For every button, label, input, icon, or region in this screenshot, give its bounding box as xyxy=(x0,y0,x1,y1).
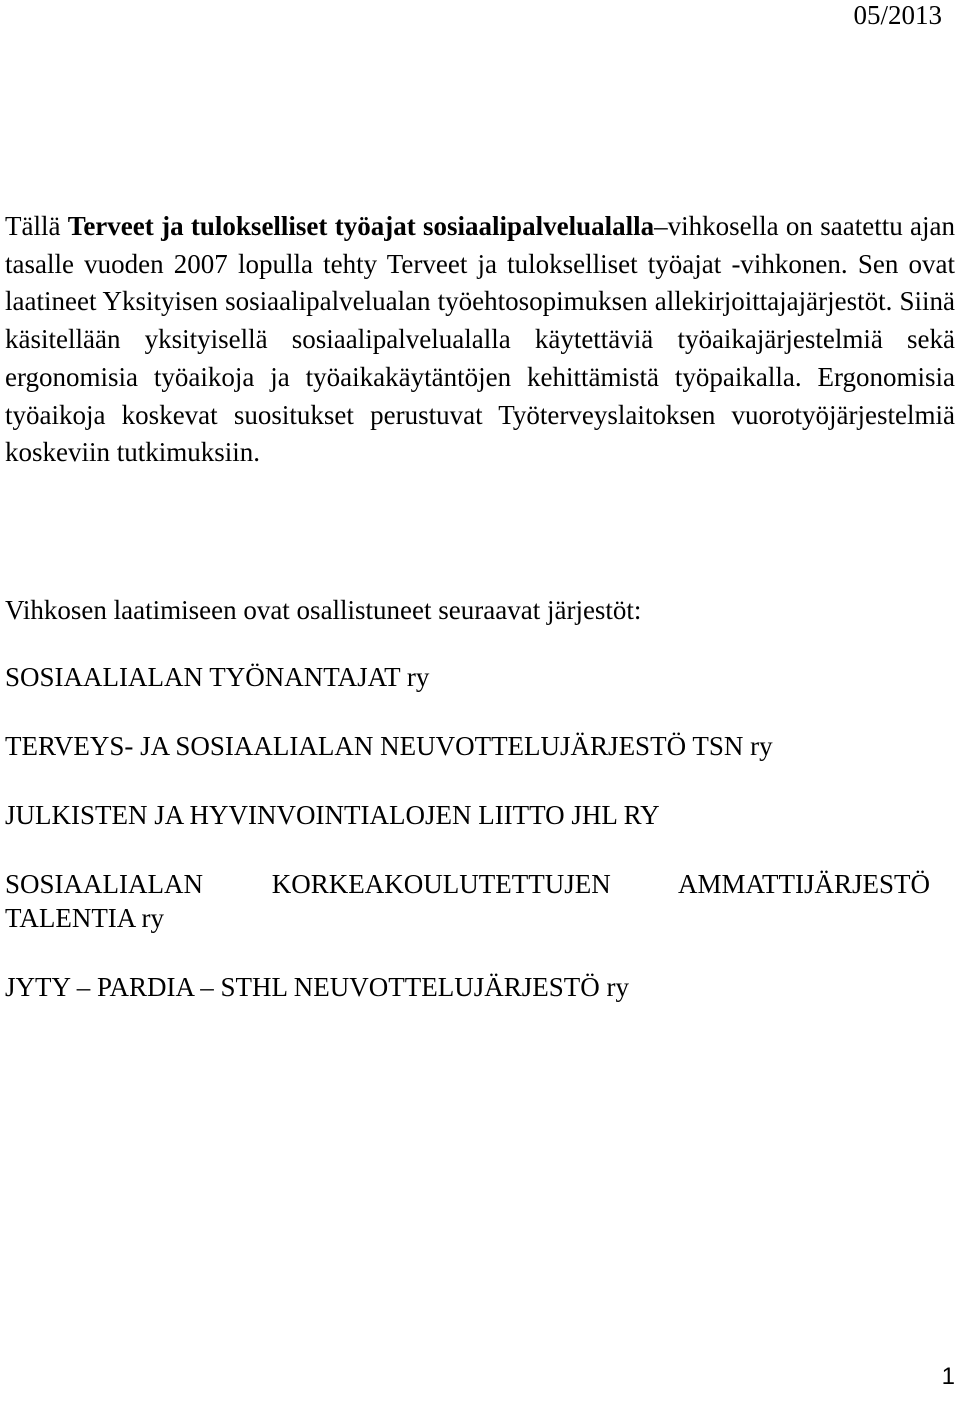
organization-name-continued: TALENTIA ry xyxy=(5,903,165,933)
organization-name: SOSIAALIALAN TYÖNANTAJAT ry xyxy=(5,662,430,692)
organization-item xyxy=(5,867,930,936)
page-number: 1 xyxy=(941,1363,955,1390)
organization-item xyxy=(5,660,955,695)
organization-item xyxy=(5,798,955,833)
organization-name: TERVEYS- JA SOSIAALIALAN NEUVOTTELUJÄRJESTÖ TSN ry xyxy=(5,731,773,761)
organization-item xyxy=(5,729,955,764)
intro-text: –vihkosella on saatettu ajan tasalle vuoden 2007 lopulla tehty Terveet ja tulokselliset työajat -vihkonen. Sen ovat laatineet Yksityisen sosiaalipalvelualan työehtosopimuksen allekirjoittajajärjestöt. Siinä käsitellään yksityisellä sosiaalipalvelualalla käytettäviä työaikajärjestelmiä sekä ergonomisia työaikoja ja työaikakäytäntöjen kehittämistä työpaikalla. Ergonomisia työaikoja koskevat suositukset perustuvat Työterveyslaitoksen vuorotyöjärjestelmiä koskeviin tutkimuksiin. xyxy=(5,211,955,468)
organization-name: SOSIAALIALAN KORKEAKOULUTETTUJEN AMMATTIJÄRJESTÖ xyxy=(5,869,930,899)
organizations-lead: Vihkosen laatimiseen ovat osallistuneet seuraavat järjestöt: xyxy=(5,595,642,625)
organization-name: JYTY – PARDIA – STHL NEUVOTTELUJÄRJESTÖ ry xyxy=(5,972,630,1002)
organization-item xyxy=(5,970,955,1005)
intro-paragraph xyxy=(5,208,955,472)
intro-prefix: Tällä xyxy=(5,211,68,241)
document-date: 05/2013 xyxy=(853,0,942,30)
booklet-title: Terveet ja tulokselliset työajat sosiaalipalvelualalla xyxy=(67,211,655,241)
organization-name: JULKISTEN JA HYVINVOINTIALOJEN LIITTO JHL RY xyxy=(5,800,660,830)
organization-list xyxy=(5,660,955,1039)
